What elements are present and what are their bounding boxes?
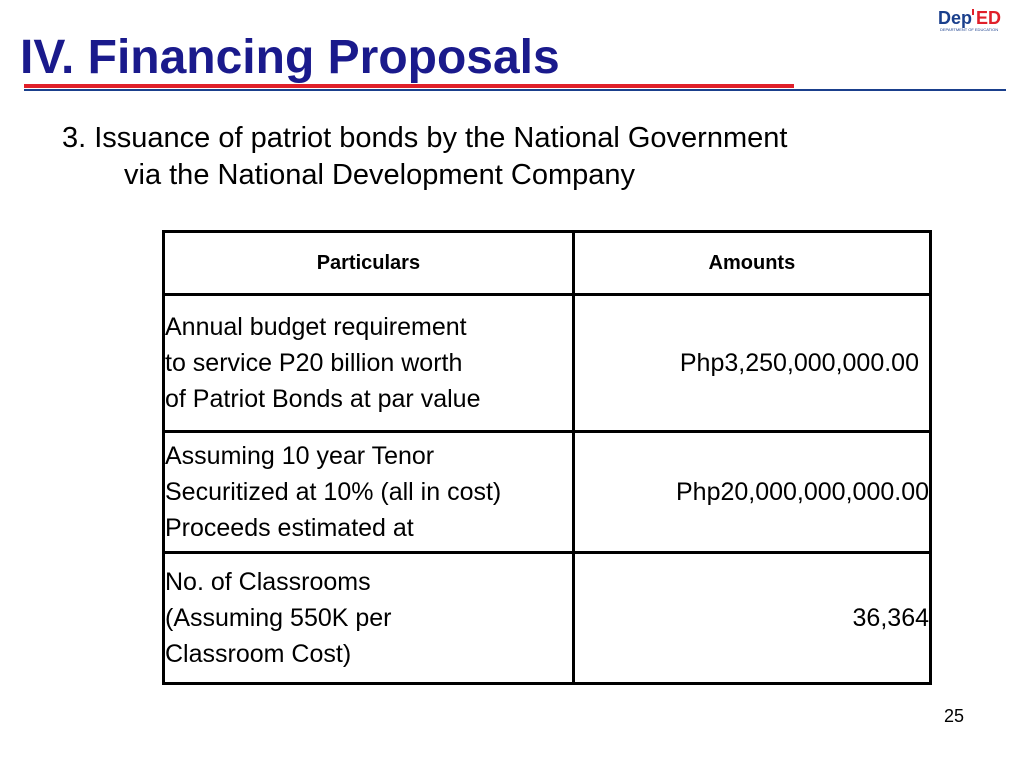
- subheading-line-1: 3. Issuance of patriot bonds by the National Government: [62, 122, 788, 154]
- amount-value: Php3,250,000,000.00: [679, 349, 919, 377]
- svg-text:ED: ED: [976, 8, 1002, 28]
- amount-value: 36,364: [852, 604, 929, 632]
- table-header-row: [164, 232, 931, 295]
- particulars-line: (Assuming 550K per: [165, 604, 392, 632]
- header-amounts: Amounts: [573, 232, 930, 295]
- svg-text:DEPARTMENT OF EDUCATION: DEPARTMENT OF EDUCATION: [940, 27, 999, 32]
- particulars-cell: [164, 553, 574, 684]
- header-particulars: Particulars: [164, 232, 574, 295]
- subheading-line-2: via the National Development Company: [124, 159, 635, 191]
- particulars-line: of Patriot Bonds at par value: [165, 385, 481, 413]
- particulars-cell: [164, 295, 574, 432]
- table-row: [164, 553, 931, 684]
- svg-text:Dep: Dep: [938, 8, 973, 28]
- amount-cell: [573, 432, 930, 553]
- financing-table: [162, 230, 932, 685]
- amount-cell: [573, 295, 930, 432]
- particulars-line: No. of Classrooms: [165, 568, 371, 596]
- title-underline-blue: [24, 89, 1006, 91]
- title-underline-red: [24, 84, 794, 88]
- particulars-line: Assuming 10 year Tenor: [165, 442, 435, 470]
- slide-title: IV. Financing Proposals: [20, 31, 560, 84]
- subheading: [62, 120, 787, 194]
- page-number: 25: [943, 706, 964, 726]
- table-row: [164, 295, 931, 432]
- particulars-line: Annual budget requirement: [165, 313, 467, 341]
- amount-cell: [573, 553, 930, 684]
- particulars-line: Securitized at 10% (all in cost): [165, 478, 502, 506]
- deped-logo: [936, 6, 1020, 32]
- particulars-line: Proceeds estimated at: [165, 514, 414, 542]
- particulars-line: to service P20 billion worth: [165, 349, 463, 377]
- amount-value: Php20,000,000,000.00: [675, 478, 929, 506]
- particulars-line: Classroom Cost): [165, 640, 352, 668]
- particulars-cell: [164, 432, 574, 553]
- table-row: [164, 432, 931, 553]
